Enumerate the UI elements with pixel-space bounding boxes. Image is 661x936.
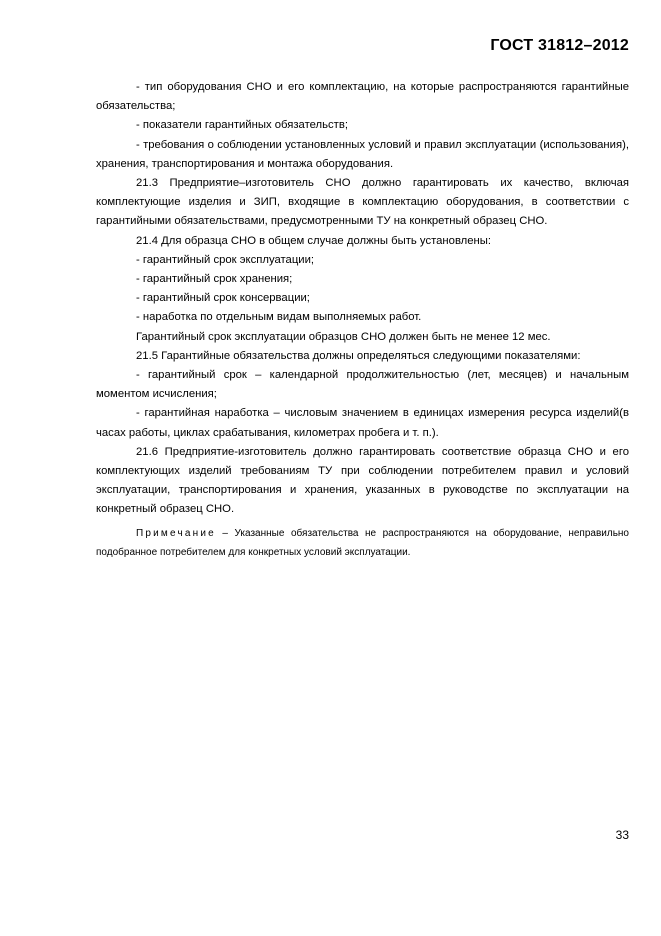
paragraph: - гарантийная наработка – числовым значением в единицах измерения ресурса изделий(в часах работы, циклах срабатывания, километрах пробега и т. п.). [96,407,629,439]
paragraph: 21.5 Гарантийные обязательства должны определяться следующими показателями: [136,349,581,362]
paragraph: - показатели гарантийных обязательств; [136,119,348,132]
paragraph: - требования о соблюдении установленных условий и правил эксплуатации (использования), хранения, транспортирования и монтажа оборудования. [96,138,629,170]
paragraph: Гарантийный срок эксплуатации образцов СНО должен быть не менее 12 мес. [136,330,551,343]
paragraph: - тип оборудования СНО и его комплектацию, на которые распространяются гарантийные обязательства; [96,81,629,113]
document-header: ГОСТ 31812–2012 [490,37,629,54]
page-number: 33 [615,828,629,842]
document-body [96,78,629,562]
paragraph: 21.6 Предприятие-изготовитель должно гарантировать соответствие образца СНО и его комплектующих изделий требованиям ТУ при соблюдении потребителем правил и условий эксплуатации, транспортирования и хранения, указанных в руководстве по эксплуатации на конкретный образец СНО. [96,445,629,516]
paragraph: - наработка по отдельным видам выполняемых работ. [136,311,422,324]
note-label: Примечание [136,527,216,539]
paragraph: - гарантийный срок консервации; [136,292,310,305]
paragraph: - гарантийный срок хранения; [136,273,293,286]
note [96,524,629,562]
note-text: – Указанные обязательства не распространяются на оборудование, неправильно подобранное потребителем для конкретных условий эксплуатации. [96,527,629,558]
paragraph: - гарантийный срок эксплуатации; [136,253,315,266]
paragraph: 21.3 Предприятие–изготовитель СНО должно гарантировать их качество, включая комплектующие изделия и ЗИП, входящие в комплектацию оборудования, в соответствии с гарантийными обязательствами, предусмотренными ТУ на конкретный образец СНО. [96,177,629,228]
paragraph: - гарантийный срок – календарной продолжительностью (лет, месяцев) и начальным моментом исчисления; [96,369,629,401]
paragraph: 21.4 Для образца СНО в общем случае должны быть установлены: [136,234,492,247]
